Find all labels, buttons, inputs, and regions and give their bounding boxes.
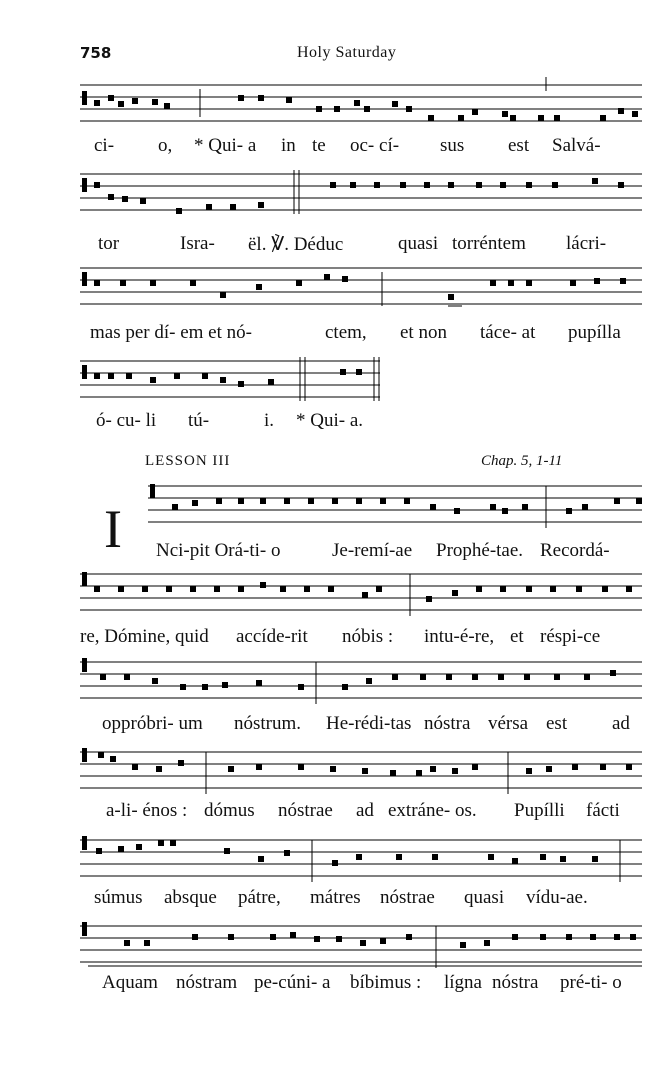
lyric-syllable: extráne- os. <box>388 800 477 821</box>
lyric-syllable: nóstrae <box>380 887 435 908</box>
lyric-syllable: Isra- <box>180 233 215 254</box>
staff-1 <box>80 75 642 135</box>
lyric-syllable: nóstrum. <box>234 713 302 734</box>
chapter-reference: Chap. 5, 1-11 <box>481 453 563 469</box>
lyric-syllable: lígna <box>444 972 482 993</box>
lyric-syllable: oppróbri- um <box>102 713 203 734</box>
staff-4 <box>80 355 642 405</box>
lyric-syllable: vérsa <box>488 713 529 734</box>
lyric-syllable: fácti <box>586 800 620 821</box>
lyric-syllable: quasi <box>398 233 439 254</box>
lyric-syllable: * Qui- a. <box>296 410 364 431</box>
lyric-syllable: súmus <box>94 887 143 908</box>
initial-letter: I <box>104 499 122 559</box>
lyric-syllable: bíbimus : <box>350 972 422 993</box>
lyric-syllable: torréntem <box>452 233 526 254</box>
lyric-syllable: nóstram <box>176 972 238 993</box>
staff-8 <box>80 746 642 796</box>
lyric-syllable: nóstra <box>492 972 539 993</box>
lyric-syllable: Nci-pit Orá-ti- o <box>156 540 281 561</box>
lyric-syllable: tor <box>98 233 120 254</box>
lyric-syllable: táce- at <box>480 322 536 343</box>
lyric-syllable: nóstrae <box>278 800 333 821</box>
lyric-syllable: intu-é-re, <box>424 626 495 647</box>
lyric-syllable: ad <box>612 713 630 734</box>
lyric-syllable: i. <box>264 410 275 431</box>
lyric-syllable: vídu-ae. <box>526 887 588 908</box>
staff-9 <box>80 834 642 884</box>
lyric-syllable: Pupílli <box>514 800 565 821</box>
lyric-syllable: pátre, <box>238 887 281 908</box>
staff-10 <box>80 920 642 970</box>
lyric-syllable: Recordá- <box>540 540 610 561</box>
lyric-syllable: * Qui- a <box>194 135 257 156</box>
lyric-syllable: mátres <box>310 887 361 908</box>
staff-2 <box>80 168 642 218</box>
lyric-syllable: et <box>510 626 524 647</box>
lyric-syllable: est <box>546 713 568 734</box>
lyric-syllable: ó- cu- li <box>96 410 157 431</box>
lyric-syllable: tú- <box>188 410 210 431</box>
lyric-syllable: sus <box>440 135 465 156</box>
lyric-syllable: ël. ℣. Déduc <box>248 234 344 255</box>
lyric-syllable: accíde-rit <box>236 626 308 647</box>
staff-3 <box>80 262 642 312</box>
lyric-syllable: est <box>508 135 530 156</box>
lyric-syllable: ci- <box>94 135 115 156</box>
running-title: Holy Saturday <box>297 44 397 61</box>
lyric-syllable: o, <box>158 135 173 156</box>
lyric-syllable: Aquam <box>102 972 158 993</box>
lyric-syllable: absque <box>164 887 217 908</box>
lyric-syllable: dómus <box>204 800 255 821</box>
staff-6 <box>80 568 642 618</box>
lyric-syllable: Je-remí-ae <box>332 540 413 561</box>
lyric-syllable: lácri- <box>566 233 607 254</box>
lyric-syllable: in <box>281 135 296 156</box>
page-number: 758 <box>80 44 112 62</box>
lyric-syllable: pré-ti- o <box>560 972 622 993</box>
lyric-syllable: a-li- énos : <box>106 800 188 821</box>
staff-5 <box>148 480 642 530</box>
lyric-syllable: quasi <box>464 887 505 908</box>
lyric-syllable: He-rédi-tas <box>326 713 412 734</box>
lyric-syllable: ad <box>356 800 374 821</box>
lyric-syllable: te <box>312 135 326 156</box>
lyric-syllable: ctem, <box>325 322 367 343</box>
lyric-syllable: Prophé-tae. <box>436 540 524 561</box>
lyric-syllable: pupílla <box>568 322 621 343</box>
lyric-syllable: nóbis : <box>342 626 394 647</box>
lesson-title: LESSON III <box>145 453 231 469</box>
lyric-syllable: oc- cí- <box>350 135 400 156</box>
lyric-syllable: nóstra <box>424 713 471 734</box>
lyric-syllable: et non <box>400 322 447 343</box>
lyric-syllable: pe-cúni- a <box>254 972 331 993</box>
lyric-syllable: mas per dí- em et nó- <box>90 322 252 343</box>
lyric-syllable: réspi-ce <box>540 626 601 647</box>
staff-7 <box>80 656 642 706</box>
lyric-syllable: Salvá- <box>552 135 601 156</box>
lyric-syllable: re, Dómine, quid <box>80 626 209 647</box>
